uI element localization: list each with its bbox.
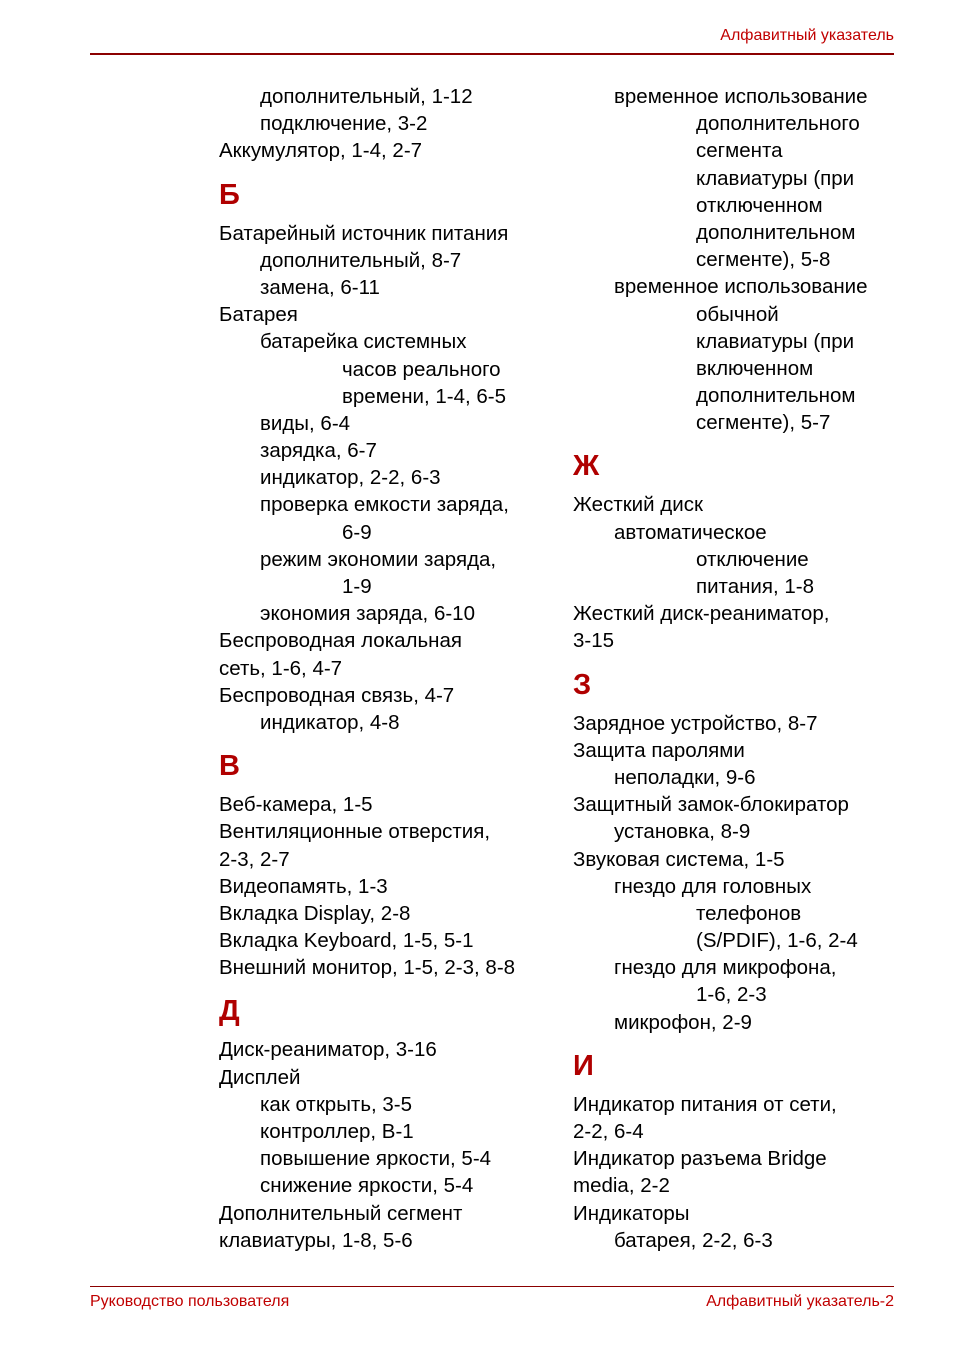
index-column-right [573,83,903,1254]
index-entry: Вкладка Keyboard, 1-5, 5-1 [219,929,474,953]
index-entry: Индикатор питания от сети, [573,1092,837,1116]
index-subentry: повышение яркости, 5-4 [260,1147,492,1171]
index-subentry: замена, 6-11 [260,275,380,299]
index-entry: Веб-камера, 1-5 [219,793,373,817]
index-subentry: дополнительном [696,220,856,244]
index-subentry: клавиатуры (при [696,329,855,353]
index-column-left [219,83,559,1254]
index-entry: Беспроводная локальная [219,629,462,653]
index-subentry: телефонов [696,901,802,925]
index-entry: Диск-реаниматор, 3-16 [219,1038,437,1062]
index-subentry: временное использование [614,85,868,108]
index-entry: Вкладка Display, 2-8 [219,901,411,925]
index-subentry: экономия заряда, 6-10 [260,602,475,626]
index-entry: Дополнительный сегмент [219,1201,463,1225]
index-entry: Звуковая система, 1-5 [573,847,785,871]
index-entry: Внешний монитор, 1-5, 2-3, 8-8 [219,956,516,980]
index-entry: Защитный замок-блокиратор [573,793,849,817]
index-subentry: дополнительный, 1-12 [260,85,473,108]
index-entry: Батарея [219,303,298,327]
index-subentry: сегмента [696,139,783,163]
index-entry: media, 2-2 [573,1174,670,1198]
index-subentry: проверка емкости заряда, [260,493,509,517]
index-subentry: неполадки, 9-6 [614,765,756,789]
index-subentry: снижение яркости, 5-4 [260,1174,474,1198]
index-subentry: клавиатуры (при [696,166,855,190]
index-entry: Зарядное устройство, 8-7 [573,711,818,735]
index-subentry: микрофон, 2-9 [614,1010,752,1034]
index-subentry: гнездо для головных [614,874,812,898]
index-subentry: контроллер, В-1 [260,1120,414,1143]
footer-rule [90,1286,894,1287]
index-subentry: дополнительном [696,384,856,408]
index-subentry: часов реального [342,357,501,381]
index-subentry: сегменте), 5-7 [696,411,831,435]
index-letter-heading: В [219,750,240,783]
index-subentry: отключенном [696,193,823,217]
index-subentry: 6-9 [342,520,372,544]
index-subentry: 1-9 [342,575,372,598]
index-entry: Аккумулятор, 1-4, 2-7 [219,139,423,163]
index-entry: Дисплей [219,1065,301,1089]
index-entry: Индикаторы [573,1201,690,1225]
header-rule [90,53,894,55]
index-subentry: (S/PDIF), 1-6, 2-4 [696,929,858,953]
index-letter-heading: И [573,1049,594,1082]
index-subentry: временное использование [614,275,868,299]
index-subentry: как открыть, 3-5 [260,1092,413,1116]
index-entry: Жесткий диск-реаниматор, [573,602,830,626]
index-subentry: дополнительный, 8-7 [260,248,462,272]
index-subentry: режим экономии заряда, [260,547,497,571]
index-letter-heading: Ж [573,450,600,483]
index-entry: Вентиляционные отверстия, [219,820,491,844]
index-subentry: дополнительного [696,112,860,136]
index-subentry: обычной [696,302,779,326]
index-subentry: батарея, 2-2, 6-3 [614,1228,773,1252]
index-letter-heading: Б [219,178,240,211]
index-entry: 3-15 [573,629,615,653]
index-subentry: индикатор, 2-2, 6-3 [260,466,441,490]
index-letter-heading: З [573,668,592,701]
running-header-title: Алфавитный указатель [720,27,894,44]
index-subentry: отключение [696,547,809,571]
footer-manual-title: Руководство пользователя [90,1293,290,1310]
index-entry: Жесткий диск [573,493,703,517]
index-subentry: установка, 8-9 [614,820,751,844]
index-entry: Защита паролями [573,738,745,762]
index-entry: Видеопамять, 1-3 [219,874,388,898]
index-subentry: виды, 6-4 [260,411,351,435]
index-entry: Батарейный источник питания [219,221,509,245]
index-subentry: индикатор, 4-8 [260,710,400,734]
index-subentry: автоматическое [614,520,767,544]
index-subentry: батарейка системных [260,330,467,354]
index-subentry: 1-6, 2-3 [696,983,767,1007]
index-entry: 2-2, 6-4 [573,1120,644,1143]
index-entry: Беспроводная связь, 4-7 [219,683,455,707]
index-subentry: зарядка, 6-7 [260,439,377,463]
index-subentry: гнездо для микрофона, [614,956,837,980]
index-subentry: питания, 1-8 [696,575,815,598]
index-entry: 2-3, 2-7 [219,847,290,871]
index-subentry: сегменте), 5-8 [696,248,831,272]
index-entry: сеть, 1-6, 4-7 [219,656,343,680]
index-subentry: включенном [696,356,814,380]
index-subentry: времени, 1-4, 6-5 [342,384,506,408]
index-entry: клавиатуры, 1-8, 5-6 [219,1228,413,1252]
index-subentry: подключение, 3-2 [260,112,428,136]
index-entry: Индикатор разъема Bridge [573,1147,827,1171]
index-letter-heading: Д [219,995,240,1028]
footer-page-label: Алфавитный указатель-2 [706,1293,894,1310]
